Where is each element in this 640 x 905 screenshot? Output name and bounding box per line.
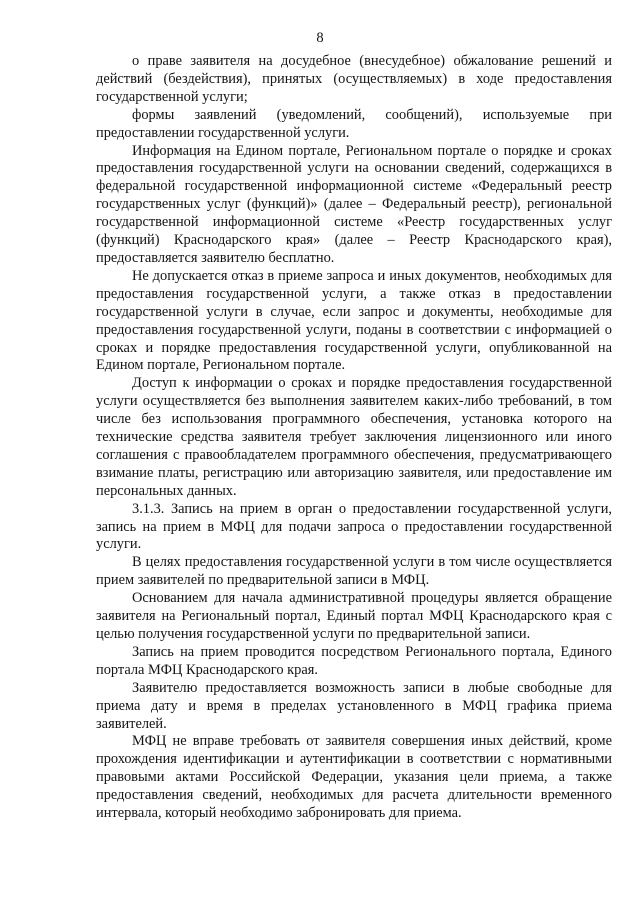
paragraph-preliminary-appointment: В целях предоставления государственной услуги в том числе осуществляется прием заявителей по предварительной записи в МФЦ.	[96, 554, 612, 589]
paragraph-appeal-rights: о праве заявителя на досудебное (внесудебное) обжалование решений и действий (бездействия), принятых (осуществляемых) в ходе предоставления государственной услуги;	[96, 53, 612, 105]
paragraph-procedure-basis: Основанием для начала административной процедуры является обращение заявителя на Региональный портал, Единый портал МФЦ Краснодарского края с целью получения государственной услуги по предварительной записи.	[96, 590, 612, 642]
paragraph-portal-information: Информация на Едином портале, Региональном портале о порядке и сроках предоставления государственной услуги на основании сведений, содержащихся в федеральной государственной информационной системе «Федеральный реестр государственных услуг (функций)» (далее – Федеральный реестр), региональной государственной информационной системе «Реестр государственных услуг (функций) Краснодарского края» (далее – Реестр Краснодарского края), предоставляется заявителю бесплатно.	[96, 142, 612, 266]
page-number: 8	[316, 30, 324, 46]
paragraph-appointment-channels: Запись на прием проводится посредством Регионального портала, Единого портала МФЦ Краснодарского края.	[96, 643, 612, 678]
paragraph-section-3-1-3: 3.1.3. Запись на прием в орган о предоставлении государственной услуги, запись на прием в МФЦ для подачи запроса о предоставлении государственной услуги.	[96, 500, 612, 553]
paragraph-free-slots: Заявителю предоставляется возможность записи в любые свободные для приема дату и время в пределах установленного в МФЦ графика приема заявителей.	[96, 679, 612, 732]
paragraph-application-forms: формы заявлений (уведомлений, сообщений), используемые при предоставлении государственной услуги.	[96, 106, 612, 141]
paragraph-mfc-restrictions: МФЦ не вправе требовать от заявителя совершения иных действий, кроме прохождения идентификации и аутентификации в соответствии с нормативными правовыми актами Российской Федерации, указания цели приема, а также предоставления сведений, необходимых для расчета длительности временного интервала, который необходимо забронировать для приема.	[96, 733, 612, 822]
document-body	[96, 53, 612, 823]
paragraph-refusal-not-allowed: Не допускается отказ в приеме запроса и иных документов, необходимых для предоставления государственной услуги, а также отказ в предоставлении государственной услуги в случае, если запрос и документы, необходимые для предоставления государственной услуги, поданы в соответствии с информацией о сроках и порядке предоставления государственной услуги, опубликованной на Едином портале, Региональном портале.	[96, 267, 612, 374]
paragraph-information-access: Доступ к информации о сроках и порядке предоставления государственной услуги осуществляется без выполнения заявителем каких-либо требований, в том числе без использования программного обеспечения, установка которого на технические средства заявителя требует заключения лицензионного или иного соглашения с правообладателем программного обеспечения, предусматривающего взимание платы, регистрацию или авторизацию заявителя, или предоставление им персональных данных.	[96, 375, 612, 499]
